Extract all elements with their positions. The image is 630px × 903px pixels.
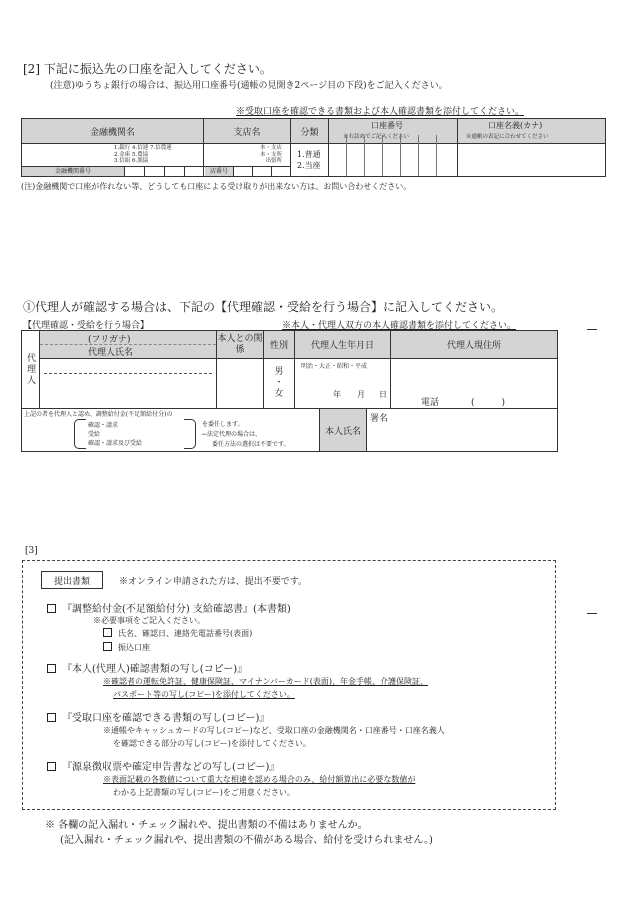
online-note: ※オンライン申請された方は、提出不要です。 <box>119 577 308 587</box>
signature-label: 署名 <box>370 414 389 424</box>
bank-type-list: 1.銀行 4.信連 7.信農連 2.金庫 5.農協 3.信組 6.漁協 <box>114 145 172 164</box>
section2-heading: [2] 下記に振込先の口座を記入してください。 <box>23 62 272 76</box>
col-bank-header: 金融機関名 <box>22 119 203 143</box>
address-header: 代理人現住所 <box>391 331 557 358</box>
doc-item-1-sub-2-checkbox[interactable] <box>103 642 112 651</box>
doc-item-2-note-2: パスポート等の写し(コピー)を添付してください。 <box>113 690 295 699</box>
doc-item-1-sub-1-checkbox[interactable] <box>103 628 112 637</box>
section2-note: (注意)ゆうちょ銀行の場合は、振込用口座番号(通帳の見開き2ページ目の下段)をご記入ください。 <box>50 81 448 91</box>
address-input[interactable]: 電話 ( ) <box>421 398 506 408</box>
principal-name-label: 本人氏名 <box>320 409 366 451</box>
agent-attach-notice: ※本人・代理人双方の本人確認書類を添付してください。 <box>282 321 517 331</box>
col-holder-header: 口座名義(カナ) ※通帳の表記に合わせてください <box>458 119 605 143</box>
doc-item-4-note-2: わかる上記書類の写し(コピー)をご用意ください。 <box>113 788 295 797</box>
agent-table <box>21 330 558 452</box>
section2-attach-notice: ※受取口座を確認できる書類および本人確認書類を添付してください。 <box>236 107 525 117</box>
signature-input[interactable] <box>367 423 557 451</box>
branch-code-label: 店番号 <box>205 167 233 176</box>
doc-item-1-note: ※必要事項をご記入ください。 <box>93 616 205 625</box>
agent-furigana-input[interactable] <box>40 359 216 373</box>
birthdate-header: 代理人生年月日 <box>295 331 390 358</box>
doc-item-2-checkbox[interactable] <box>47 664 56 673</box>
agent-name-header: (フリガナ) 代理人氏名 <box>40 331 216 358</box>
doc-item-3-note-1: ※通帳やキャッシュカードの写し(コピー)など、受取口座の金融機関名・口座番号・口座名義人 <box>103 726 445 735</box>
doc-item-1[interactable]: 『調整給付金(不足額給付分) 支給確認書』(本書類) <box>47 600 291 615</box>
section3-heading: [3] <box>25 546 38 556</box>
col-type-header: 分類 <box>291 119 328 143</box>
col-account-no-header: 口座番号 ※右詰めでご記入ください <box>329 119 457 143</box>
doc-item-3[interactable]: 『受取口座を確認できる書類の写し(コピー)』 <box>47 709 269 724</box>
doc-item-1-checkbox[interactable] <box>47 604 56 613</box>
bank-account-table <box>21 118 606 177</box>
agent-intro: ①代理人が確認する場合は、下記の【代理確認・受給を行う場合】に記入してください。 <box>23 300 504 314</box>
legal-note-2: 委任方法の選択は不要です。 <box>212 441 290 448</box>
docs-label: 提出書類 <box>41 571 103 589</box>
section2-footnote: (注)金融機関で口座が作れない等、どうしても口座による受け取りが出来ない方は、お問い合わせください。 <box>21 182 412 191</box>
doc-item-2-note-1: ※確認者の運転免許証、健康保険証、マイナンバーカード(表面)、年金手帳、介護保険証、 <box>103 677 428 686</box>
doc-item-4[interactable]: 『源泉徴収票や確定申告書などの写し(コピー)』 <box>47 758 279 773</box>
delegation-options[interactable]: 確認・請求 受給 確認・請求及び受給 <box>88 422 143 447</box>
doc-item-4-note-1: ※表面記載の各数値について重大な相違を認める場合のみ、給付額算出に必要な数値が <box>103 775 416 784</box>
account-number-input[interactable] <box>329 144 457 176</box>
relation-input[interactable] <box>217 359 263 407</box>
agent-name-input[interactable] <box>40 375 216 407</box>
agent-side-label: 代理人 <box>25 353 35 386</box>
sex-options[interactable]: 男 ・ 女 <box>274 366 284 399</box>
doc-item-3-note-2: を確認できる部分の写し(コピー)を添付してください。 <box>113 739 311 748</box>
closing-line-1: ※ 各欄の記入漏れ・チェック漏れや、提出書類の不備はありませんか。 <box>45 820 368 831</box>
doc-item-2[interactable]: 『本人(代理人)確認書類の写し(コピー)』 <box>47 660 247 675</box>
relation-header: 本人との関係 <box>217 331 263 358</box>
col-branch-header: 支店名 <box>204 119 290 143</box>
bank-code-label: 金融機関番号 <box>22 167 124 176</box>
doc-item-3-checkbox[interactable] <box>47 713 56 722</box>
branch-type-list: 本・支店 本・支所 出張所 <box>260 145 283 164</box>
agent-table-title: 【代理確認・受給を行う場合】 <box>23 321 150 331</box>
section3-box <box>22 560 556 810</box>
doc-item-4-checkbox[interactable] <box>47 762 56 771</box>
account-holder-input[interactable] <box>458 144 605 176</box>
doc-item-1-sub-2[interactable]: 振込口座 <box>103 642 150 653</box>
account-type-options[interactable]: 1.普通 2.当座 <box>297 150 321 170</box>
closing-line-2: (記入漏れ・チェック漏れや、提出書類の不備がある場合、給付を受けられません。) <box>60 835 433 846</box>
delegation-suffix: を委任します。 <box>202 421 244 428</box>
sex-header: 性別 <box>264 331 294 358</box>
doc-item-1-sub-1[interactable]: 氏名、確認日、連絡先電話番号(表面) <box>103 628 252 639</box>
delegation-text: 上記の者を代理人と認め、調整給付金(不足額給付分)の <box>24 411 173 418</box>
birthdate-input[interactable]: 明治・大正・昭和・平成 年 月 日 <box>301 363 387 399</box>
legal-note-1: ←法定代理の場合は、 <box>202 431 262 438</box>
